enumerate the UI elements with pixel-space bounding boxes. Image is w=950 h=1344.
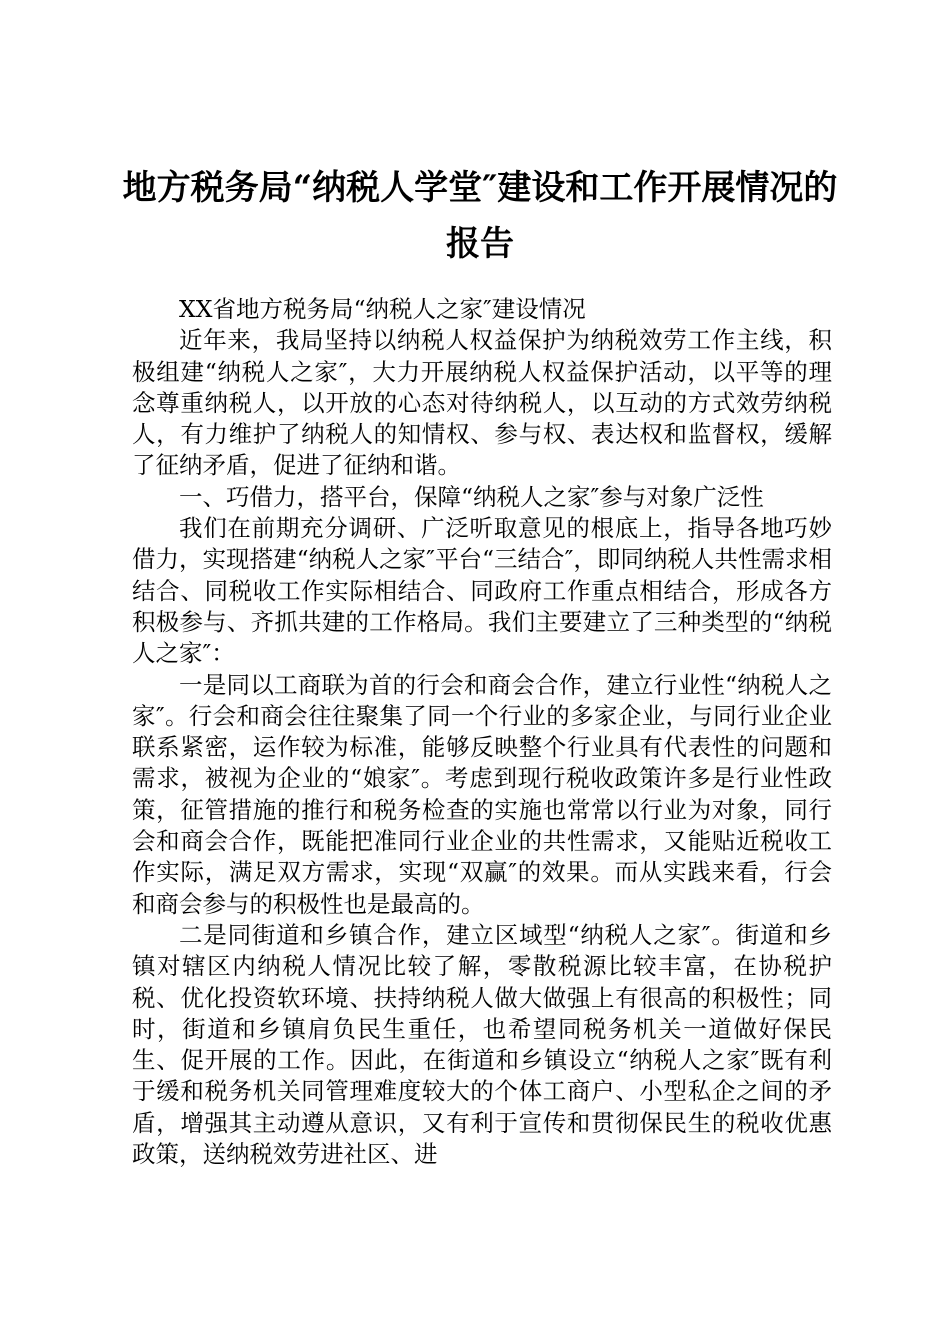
body-paragraph: 我们在前期充分调研、广泛听取意见的根底上，指导各地巧妙借力，实现搭建“纳税人之家″平台“三结合″，即同纳税人共性需求相结合、同税收工作实际相结合、同政府工作重点相结合，形成各方积极参与、齐抓共建的工作格局。我们主要建立了三种类型的“纳税人之家″：	[132, 514, 832, 668]
section-heading: 一、巧借力，搭平台，保障“纳税人之家″参与对象广泛性	[179, 482, 764, 511]
subtitle-paragraph: XX省地方税务局“纳税人之家″建设情况	[179, 295, 586, 323]
body-paragraph: 二是同街道和乡镇合作，建立区域型“纳税人之家″。街道和乡镇对辖区内纳税人情况比较了解，零散税源比较丰富，在协税护税、优化投资软环境、扶持纳税人做大做强上有很高的积极性；同时，街道和乡镇肩负民生重任，也希望同税务机关一道做好保民生、促开展的工作。因此，在街道和乡镇设立“纳税人之家″既有利于缓和税务机关同管理难度较大的个体工商户、小型私企之间的矛盾，增强其主动遵从意识，又有利于宣传和贯彻保民生的税收优惠政策，送纳税效劳进社区、进	[132, 920, 832, 1169]
document-body	[132, 294, 832, 1170]
body-paragraph: 一是同以工商联为首的行会和商会合作，建立行业性“纳税人之家″。行会和商会往往聚集了同一个行业的多家企业，与同行业企业联系紧密，运作较为标准，能够反映整个行业具有代表性的问题和需求，被视为企业的“娘家″。考虑到现行税收政策许多是行业性政策，征管措施的推行和税务检查的实施也常常以行业为对象，同行会和商会合作，既能把准同行业企业的共性需求，又能贴近税收工作实际，满足双方需求，实现“双赢″的效果。而从实践来看，行会和商会参与的积极性也是最高的。	[132, 670, 832, 918]
intro-paragraph: 近年来，我局坚持以纳税人权益保护为纳税效劳工作主线，积极组建“纳税人之家″，大力开展纳税人权益保护活动，以平等的理念尊重纳税人，以开放的心态对待纳税人，以互动的方式效劳纳税人，有力维护了纳税人的知情权、参与权、表达权和监督权，缓解了征纳矛盾，促进了征纳和谐。	[132, 326, 832, 480]
document-title: 地方税务局“纳税人学堂″建设和工作开展情况的报告	[122, 168, 838, 264]
